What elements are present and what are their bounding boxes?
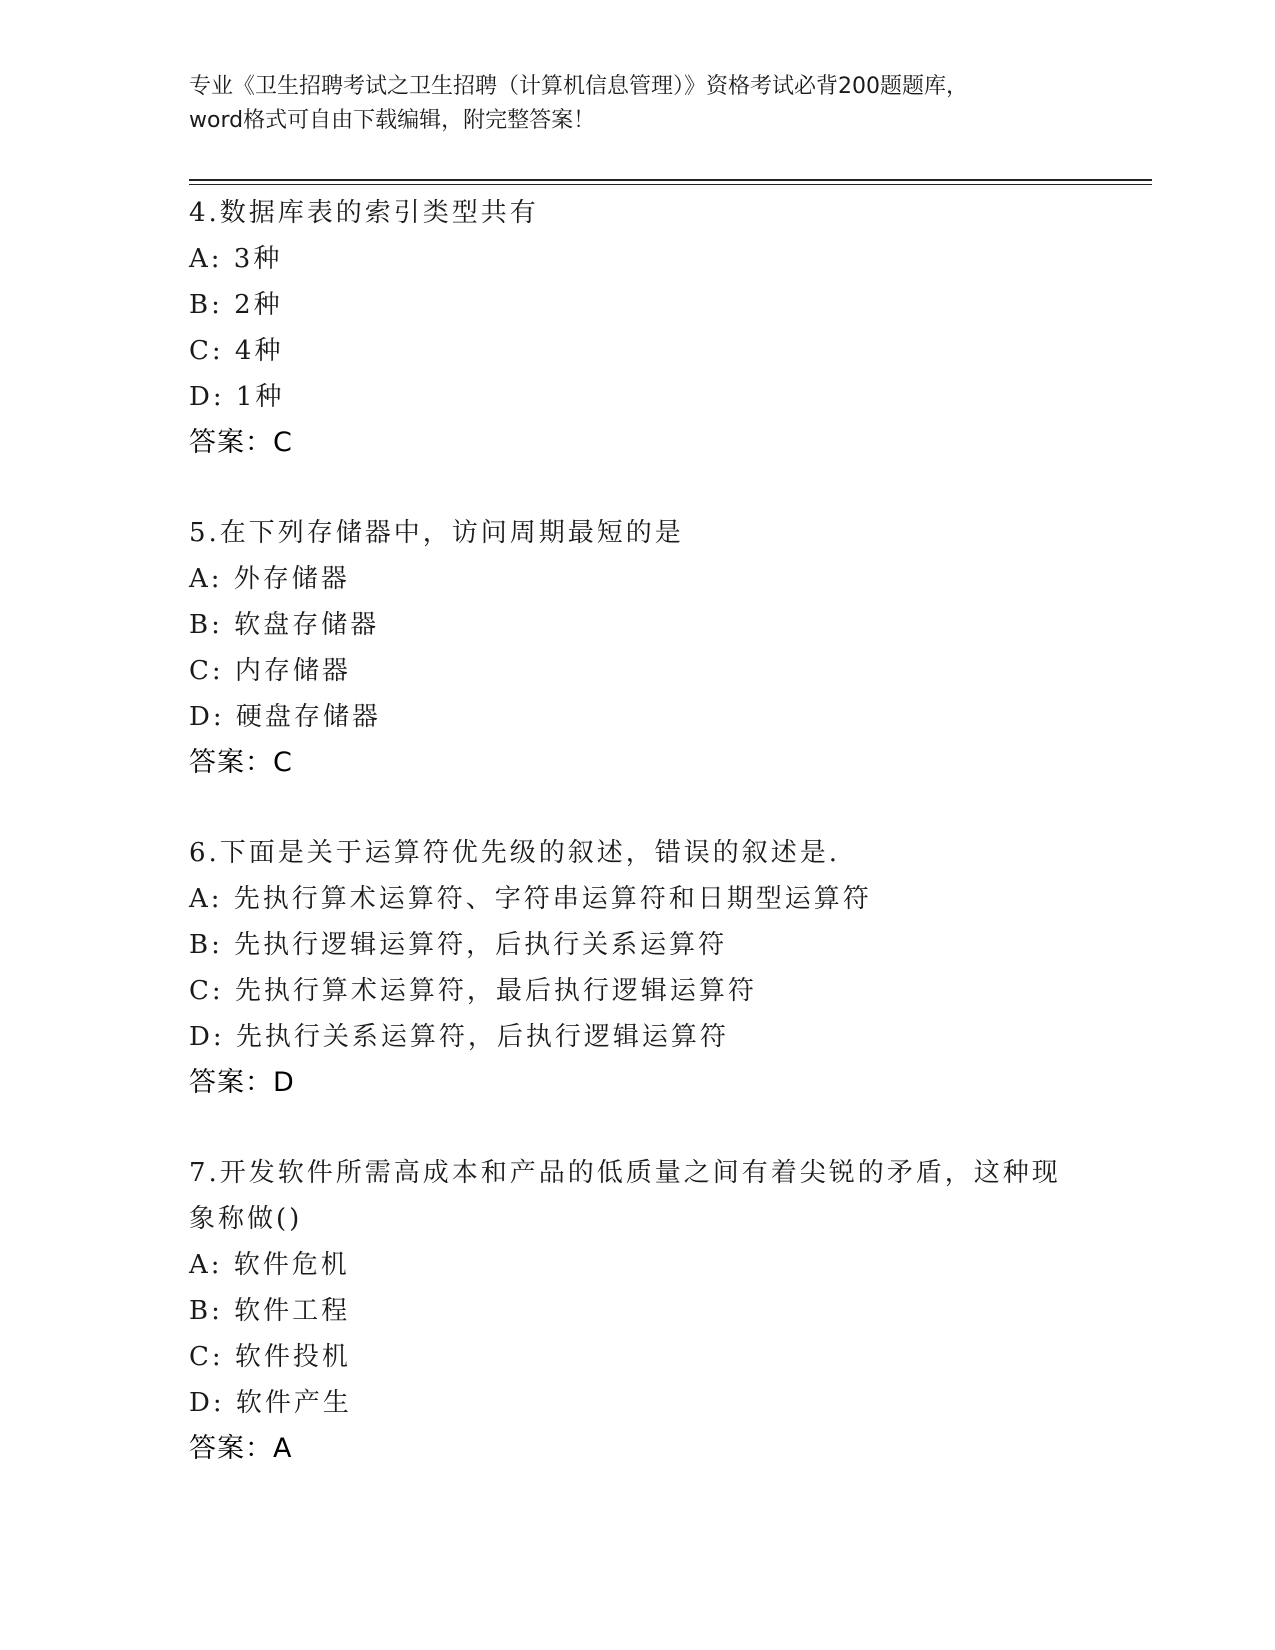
option-d: D: 硬盘存储器 <box>189 702 381 732</box>
question-stem: 7.开发软件所需高成本和产品的低质量之间有着尖锐的矛盾，这种现 <box>189 1158 1061 1188</box>
option-c: C: 软件投机 <box>189 1342 351 1372</box>
question-7 <box>189 1150 1152 1472</box>
option-d: D: 先执行关系运算符，后执行逻辑运算符 <box>189 1022 729 1052</box>
question-list <box>189 190 1152 1516</box>
answer: 答案：C <box>189 427 293 458</box>
option-a: A: 3种 <box>189 244 283 274</box>
header-divider-thin <box>189 184 1152 185</box>
document-header <box>189 70 1089 138</box>
question-stem-continued: 象称做() <box>189 1204 303 1234</box>
option-d: D: 1种 <box>189 382 285 412</box>
question-stem: 6.下面是关于运算符优先级的叙述，错误的叙述是. <box>189 838 841 868</box>
question-5 <box>189 510 1152 786</box>
answer: 答案：D <box>189 1067 295 1098</box>
option-c: C: 内存储器 <box>189 656 351 686</box>
option-c: C: 4种 <box>189 336 284 366</box>
option-b: B: 先执行逻辑运算符，后执行关系运算符 <box>189 930 728 960</box>
option-b: B: 软盘存储器 <box>189 610 380 640</box>
question-stem: 4.数据库表的索引类型共有 <box>189 198 539 228</box>
option-a: A: 软件危机 <box>189 1250 350 1280</box>
option-d: D: 软件产生 <box>189 1388 352 1418</box>
header-line-1: 专业《卫生招聘考试之卫生招聘（计算机信息管理）》资格考试必背200题题库， <box>189 74 968 99</box>
header-line-2: word格式可自由下载编辑，附完整答案！ <box>189 108 596 133</box>
option-c: C: 先执行算术运算符，最后执行逻辑运算符 <box>189 976 757 1006</box>
question-6 <box>189 830 1152 1106</box>
question-stem: 5.在下列存储器中，访问周期最短的是 <box>189 518 684 548</box>
answer: 答案：C <box>189 747 293 778</box>
option-a: A: 外存储器 <box>189 564 350 594</box>
option-a: A: 先执行算术运算符、字符串运算符和日期型运算符 <box>189 884 872 914</box>
answer: 答案：A <box>189 1433 293 1464</box>
question-4 <box>189 190 1152 466</box>
option-b: B: 2种 <box>189 290 283 320</box>
option-b: B: 软件工程 <box>189 1296 351 1326</box>
header-divider-thick <box>189 179 1152 181</box>
